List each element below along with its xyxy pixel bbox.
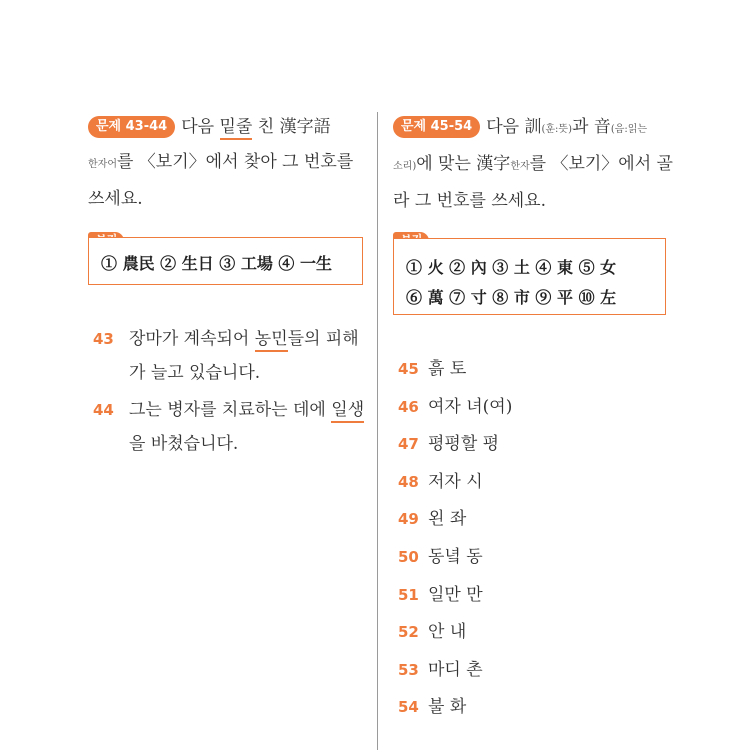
question-text: 동녘 동 <box>428 547 483 567</box>
bogi-box-left <box>88 237 363 285</box>
question-51 <box>398 578 658 612</box>
question-54 <box>398 690 658 724</box>
question-number: 46 <box>398 397 419 416</box>
question-47 <box>398 427 658 461</box>
question-44 <box>93 393 373 473</box>
instruction-45-54: 문제 45-54 다음 訓(훈:뜻)과 音(음:읽는 소리)에 맞는 漢字한자를 〈보기〉에서 골 라 그 번호를 쓰세요. <box>393 117 673 211</box>
question-52 <box>398 615 658 649</box>
question-text: 마디 촌 <box>428 659 483 680</box>
question-text-cont: 을 바쳤습니다. <box>129 434 239 454</box>
problem-badge: 문제 45-54 <box>393 116 480 138</box>
problem-badge: 문제 43-44 <box>88 116 175 138</box>
question-text: 평평할 평 <box>428 434 500 455</box>
bogi-choices-row-2: ⑥ 萬 ⑦ 寸 ⑧ 市 ⑨ 平 ⑩ 左 <box>406 288 617 307</box>
question-text: 왼 좌 <box>428 509 467 530</box>
question-number: 53 <box>398 660 419 679</box>
question-text: 안 내 <box>428 622 467 643</box>
question-number: 49 <box>398 510 419 529</box>
bogi-choices: ① 農民 ② 生日 ③ 工場 ④ 一生 <box>101 254 332 273</box>
question-text: 장마가 계속되어 농민들의 피해 <box>129 322 359 356</box>
underline-sample: 밑줄 <box>220 117 253 140</box>
question-number: 48 <box>398 472 419 491</box>
question-number: 52 <box>398 623 419 642</box>
question-number: 47 <box>398 435 419 454</box>
question-50 <box>398 540 658 574</box>
column-divider <box>377 112 378 750</box>
question-text: 일만 만 <box>428 584 483 605</box>
question-block-45-54 <box>393 110 673 219</box>
question-text: 저자 시 <box>428 471 483 492</box>
question-text: 그는 병자를 치료하는 데에 일생 <box>129 393 364 427</box>
question-text: 불 화 <box>428 697 467 718</box>
bogi-choices-row-1: ① 火 ② 內 ③ 土 ④ 東 ⑤ 女 <box>406 258 617 277</box>
question-number: 44 <box>93 401 114 419</box>
question-number: 45 <box>398 360 419 378</box>
question-block-43-44 <box>88 110 368 217</box>
question-43 <box>93 322 373 402</box>
bogi-box-right <box>393 238 666 315</box>
question-45 <box>398 352 658 386</box>
question-text-cont: 가 늘고 있습니다. <box>129 363 261 383</box>
question-53 <box>398 653 658 687</box>
question-number: 51 <box>398 585 419 604</box>
question-48 <box>398 465 658 499</box>
question-text: 여자 녀(여) <box>428 396 513 417</box>
question-number: 50 <box>398 548 419 566</box>
question-number: 43 <box>93 330 114 348</box>
question-49 <box>398 502 658 536</box>
question-number: 54 <box>398 698 419 717</box>
question-46 <box>398 390 658 424</box>
instruction-43-44: 문제 43-44 다음 밑줄 친 漢字語 한자어를 〈보기〉에서 찾아 그 번호를 쓰세요. <box>88 117 354 209</box>
question-text: 흙 토 <box>428 359 467 379</box>
